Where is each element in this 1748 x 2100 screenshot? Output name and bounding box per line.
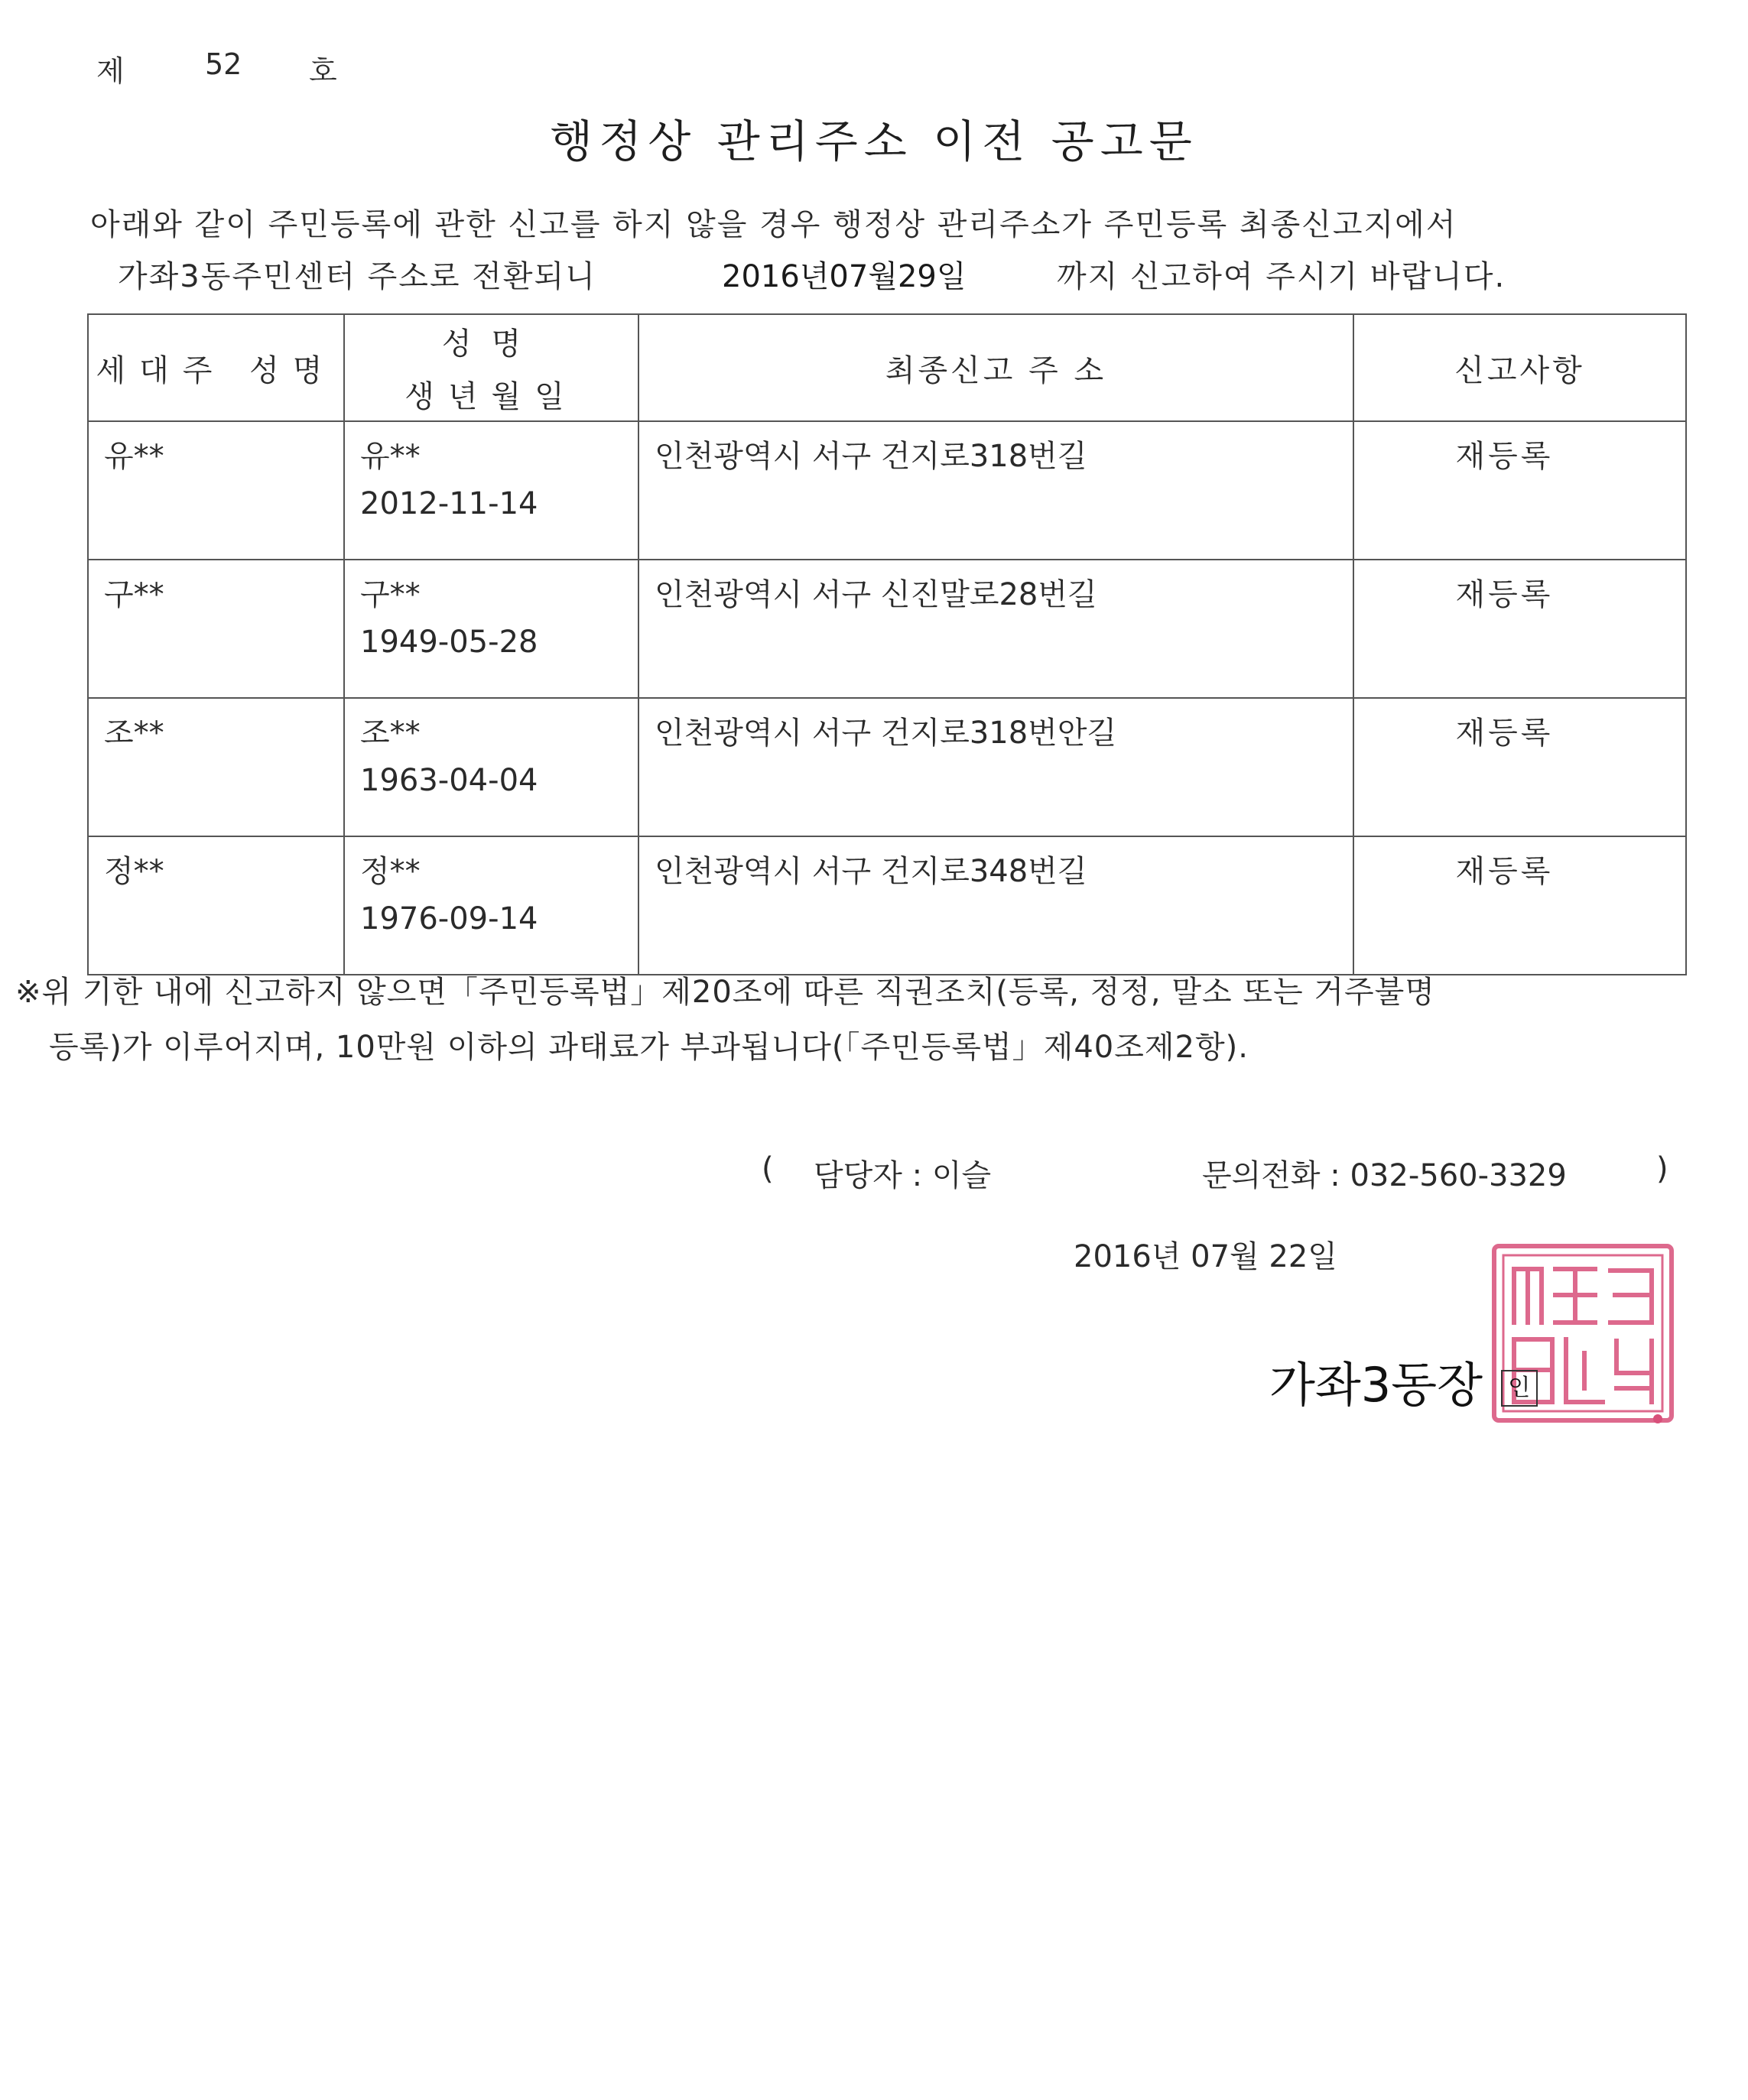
cell-householder: 조** <box>88 698 344 836</box>
signer-name: 가좌3동장 <box>1269 1357 1483 1413</box>
table-row <box>88 836 1686 975</box>
note-line-1: ※위 기한 내에 신고하지 않으면「주민등록법」제20조에 따른 직권조치(등록, 정정, 말소 또는 거주불명 <box>15 975 1435 1010</box>
table-row <box>88 698 1686 836</box>
cell-householder: 정** <box>88 836 344 975</box>
cell-report: 재등록 <box>1353 421 1686 560</box>
cell-name-birth <box>344 698 638 836</box>
cell-report: 재등록 <box>1353 836 1686 975</box>
header-name: 성명 <box>441 326 541 362</box>
contact-close-paren: ) <box>1656 1151 1668 1186</box>
doc-number-prefix: 제 <box>96 54 125 88</box>
cell-report: 재등록 <box>1353 560 1686 698</box>
seal-mark-box: 인 <box>1501 1370 1538 1407</box>
table-row <box>88 560 1686 698</box>
cell-name: 유** <box>360 439 421 474</box>
cell-birth: 2012-11-14 <box>360 486 538 521</box>
header-householder: 세대주 성명 <box>88 314 344 421</box>
cell-name: 구** <box>360 577 421 612</box>
cell-householder: 유** <box>88 421 344 560</box>
issue-date: 2016년 07월 22일 <box>1074 1239 1337 1274</box>
cell-name: 정** <box>360 854 421 889</box>
cell-name: 조** <box>360 716 421 751</box>
cell-birth: 1976-09-14 <box>360 901 538 936</box>
page-title: 행정상 관리주소 이전 공고문 <box>550 115 1198 167</box>
cell-birth: 1963-04-04 <box>360 763 538 798</box>
signer <box>1269 1347 1538 1415</box>
header-report: 신고사항 <box>1353 314 1686 421</box>
cell-address: 인천광역시 서구 건지로318번길 <box>638 421 1353 560</box>
header-name-birth <box>344 314 638 421</box>
notice-table <box>87 313 1687 975</box>
intro-line-2: 가좌3동주민센터 주소로 전환되니 <box>118 259 596 294</box>
note-line-2: 등록)가 이루어지며, 10만원 이하의 과태료가 부과됩니다(「주민등록법」제40조제2항). <box>49 1030 1249 1065</box>
deadline-date: 2016년07월29일 <box>722 259 967 294</box>
cell-name-birth <box>344 421 638 560</box>
contact-manager: 담당자 : 이슬 <box>814 1158 992 1193</box>
cell-report: 재등록 <box>1353 698 1686 836</box>
cell-address: 인천광역시 서구 건지로348번길 <box>638 836 1353 975</box>
cell-address: 인천광역시 서구 건지로318번안길 <box>638 698 1353 836</box>
header-address: 최종신고 주 소 <box>638 314 1353 421</box>
intro-line-1: 아래와 같이 주민등록에 관한 신고를 하지 않을 경우 행정상 관리주소가 주민등록 최종신고지에서 <box>90 207 1457 242</box>
table-header-row <box>88 314 1686 421</box>
contact-open-paren: ( <box>762 1151 774 1186</box>
header-birth: 생년월일 <box>405 379 578 414</box>
contact-phone: 문의전화 : 032-560-3329 <box>1202 1158 1567 1193</box>
cell-birth: 1949-05-28 <box>360 625 538 660</box>
cell-address: 인천광역시 서구 신진말로28번길 <box>638 560 1353 698</box>
cell-householder: 구** <box>88 560 344 698</box>
doc-number-suffix: 호 <box>309 54 337 88</box>
intro-line-2-end: 까지 신고하여 주시기 바랍니다. <box>1057 259 1506 294</box>
doc-number: 52 <box>205 47 242 81</box>
table-row <box>88 421 1686 560</box>
cell-name-birth <box>344 836 638 975</box>
cell-name-birth <box>344 560 638 698</box>
